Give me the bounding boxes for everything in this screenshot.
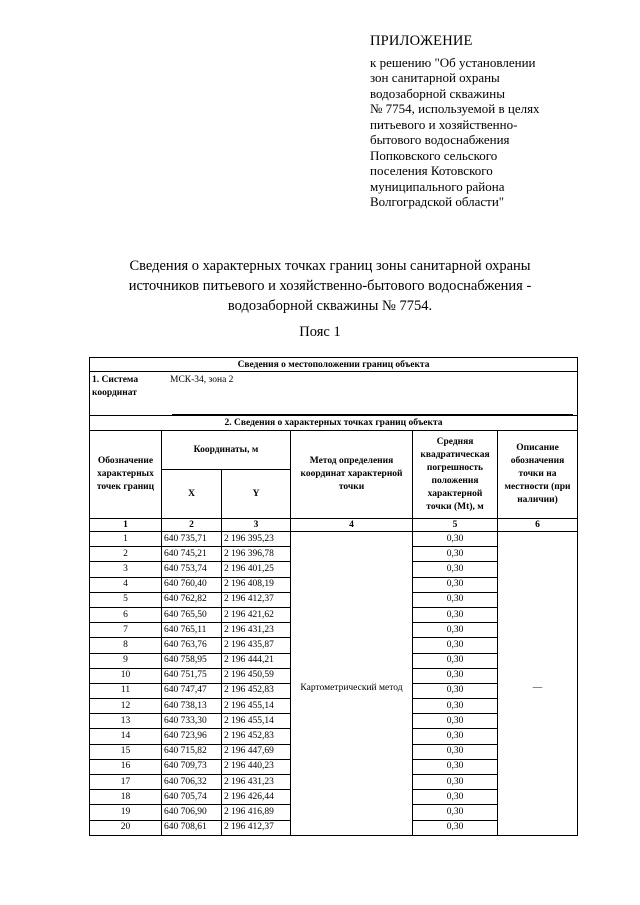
column-number: 3: [222, 519, 291, 532]
title-line: Сведения о характерных точках границ зоны санитарной охраны: [129, 258, 531, 274]
accuracy-value: 0,30: [413, 820, 498, 835]
accuracy-value: 0,30: [413, 683, 498, 698]
coord-y: 2 196 431,23: [222, 775, 291, 790]
point-number: 20: [90, 820, 162, 835]
column-number: 2: [162, 519, 222, 532]
accuracy-value: 0,30: [413, 775, 498, 790]
point-number: 11: [90, 683, 162, 698]
coord-y: 2 196 447,69: [222, 744, 291, 759]
coord-y: 2 196 455,14: [222, 714, 291, 729]
section2-header: 2. Сведения о характерных точках границ объекта: [90, 416, 578, 431]
coord-x: 640 706,90: [162, 805, 222, 820]
appendix-heading: ПРИЛОЖЕНИЕ: [370, 33, 473, 49]
point-number: 13: [90, 714, 162, 729]
coord-y: 2 196 396,78: [222, 547, 291, 562]
point-number: 14: [90, 729, 162, 744]
appendix-line: водозаборной скважины: [370, 85, 505, 101]
header-points: Обозначение характерных точек границ: [90, 431, 162, 519]
accuracy-value: 0,30: [413, 805, 498, 820]
table-row: [90, 532, 578, 547]
description-cell: —: [498, 532, 578, 836]
coord-y: 2 196 440,23: [222, 759, 291, 774]
coord-y: 2 196 416,89: [222, 805, 291, 820]
accuracy-value: 0,30: [413, 729, 498, 744]
coord-x: 640 733,30: [162, 714, 222, 729]
method-cell: Картометрический метод: [291, 532, 413, 836]
coord-y: 2 196 426,44: [222, 790, 291, 805]
coord-x: 640 747,47: [162, 683, 222, 698]
coord-x: 640 706,32: [162, 775, 222, 790]
header-y: Y: [222, 470, 291, 519]
accuracy-value: 0,30: [413, 638, 498, 653]
accuracy-value: 0,30: [413, 744, 498, 759]
section1-header: Сведения о местоположении границ объекта: [90, 358, 578, 372]
title-line: водозаборной скважины № 7754.: [227, 298, 433, 314]
appendix-line: к решению "Об установлении: [370, 54, 536, 70]
coord-y: 2 196 452,83: [222, 729, 291, 744]
appendix-line: питьевого и хозяйственно-: [370, 116, 518, 132]
accuracy-value: 0,30: [413, 607, 498, 622]
accuracy-value: 0,30: [413, 562, 498, 577]
appendix-line: бытового водоснабжения: [370, 132, 510, 147]
coord-x: 640 723,96: [162, 729, 222, 744]
accuracy-value: 0,30: [413, 623, 498, 638]
coord-x: 640 738,13: [162, 699, 222, 714]
coord-x: 640 715,82: [162, 744, 222, 759]
coord-y: 2 196 408,19: [222, 577, 291, 592]
header-method: Метод определения координат характерной точки: [291, 431, 413, 519]
coord-x: 640 705,74: [162, 790, 222, 805]
accuracy-value: 0,30: [413, 790, 498, 805]
coord-x: 640 751,75: [162, 668, 222, 683]
appendix-line: зон санитарной охраны: [370, 70, 500, 85]
appendix-line: муниципального района: [370, 178, 505, 194]
coord-x: 640 709,73: [162, 759, 222, 774]
belt-label: Пояс 1: [299, 324, 341, 340]
column-number: 4: [291, 519, 413, 532]
coordinate-system-label: 1. Система координат: [92, 375, 139, 398]
accuracy-value: 0,30: [413, 699, 498, 714]
header-x: X: [162, 470, 222, 519]
underline: [172, 414, 573, 415]
column-number: 1: [90, 519, 162, 532]
point-number: 17: [90, 775, 162, 790]
point-number: 9: [90, 653, 162, 668]
coord-y: 2 196 412,37: [222, 820, 291, 835]
coord-x: 640 758,95: [162, 653, 222, 668]
point-number: 16: [90, 759, 162, 774]
accuracy-value: 0,30: [413, 759, 498, 774]
point-number: 6: [90, 607, 162, 622]
appendix-line: Попковского сельского: [370, 147, 498, 163]
point-number: 8: [90, 638, 162, 653]
coord-x: 640 708,61: [162, 820, 222, 835]
coord-x: 640 760,40: [162, 577, 222, 592]
appendix-line: Волгоградской области": [370, 194, 505, 209]
point-number: 10: [90, 668, 162, 683]
appendix-line: поселения Котовского: [370, 163, 493, 178]
point-number: 19: [90, 805, 162, 820]
coord-y: 2 196 435,87: [222, 638, 291, 653]
coordinate-system-value: МСК-34, зона 2: [170, 375, 234, 385]
accuracy-value: 0,30: [413, 668, 498, 683]
document-title: [80, 256, 580, 316]
coord-x: 640 762,82: [162, 592, 222, 607]
header-description: Описание обозначения точки на местности (при наличии): [498, 431, 578, 519]
accuracy-value: 0,30: [413, 653, 498, 668]
appendix-block: [370, 34, 620, 210]
point-number: 3: [90, 562, 162, 577]
coord-x: 640 765,50: [162, 607, 222, 622]
coord-x: 640 753,74: [162, 562, 222, 577]
appendix-lines: [370, 55, 620, 210]
point-number: 12: [90, 699, 162, 714]
coord-x: 640 735,71: [162, 532, 222, 547]
header-coords: Координаты, м: [162, 431, 291, 470]
coord-y: 2 196 421,62: [222, 607, 291, 622]
point-number: 2: [90, 547, 162, 562]
coord-y: 2 196 452,83: [222, 683, 291, 698]
header-accuracy: Средняя квадратическая погрешность положения характерной точки (Mt), м: [413, 431, 498, 519]
accuracy-value: 0,30: [413, 592, 498, 607]
coord-y: 2 196 412,37: [222, 592, 291, 607]
coord-y: 2 196 431,23: [222, 623, 291, 638]
coord-y: 2 196 444,21: [222, 653, 291, 668]
coord-y: 2 196 450,59: [222, 668, 291, 683]
coord-x: 640 763,76: [162, 638, 222, 653]
coord-x: 640 765,11: [162, 623, 222, 638]
accuracy-value: 0,30: [413, 547, 498, 562]
point-number: 15: [90, 744, 162, 759]
coord-y: 2 196 455,14: [222, 699, 291, 714]
point-number: 1: [90, 532, 162, 547]
point-number: 4: [90, 577, 162, 592]
coord-y: 2 196 395,23: [222, 532, 291, 547]
point-number: 7: [90, 623, 162, 638]
boundary-points-table: [89, 357, 578, 836]
appendix-line: № 7754, используемой в целях: [370, 101, 540, 116]
title-line: источников питьевого и хозяйственно-бытового водоснабжения -: [128, 278, 532, 294]
point-number: 5: [90, 592, 162, 607]
column-number: 5: [413, 519, 498, 532]
coord-x: 640 745,21: [162, 547, 222, 562]
accuracy-value: 0,30: [413, 532, 498, 547]
column-number: 6: [498, 519, 578, 532]
accuracy-value: 0,30: [413, 714, 498, 729]
coordinate-system-row: [90, 372, 578, 416]
coord-y: 2 196 401,25: [222, 562, 291, 577]
point-number: 18: [90, 790, 162, 805]
accuracy-value: 0,30: [413, 577, 498, 592]
